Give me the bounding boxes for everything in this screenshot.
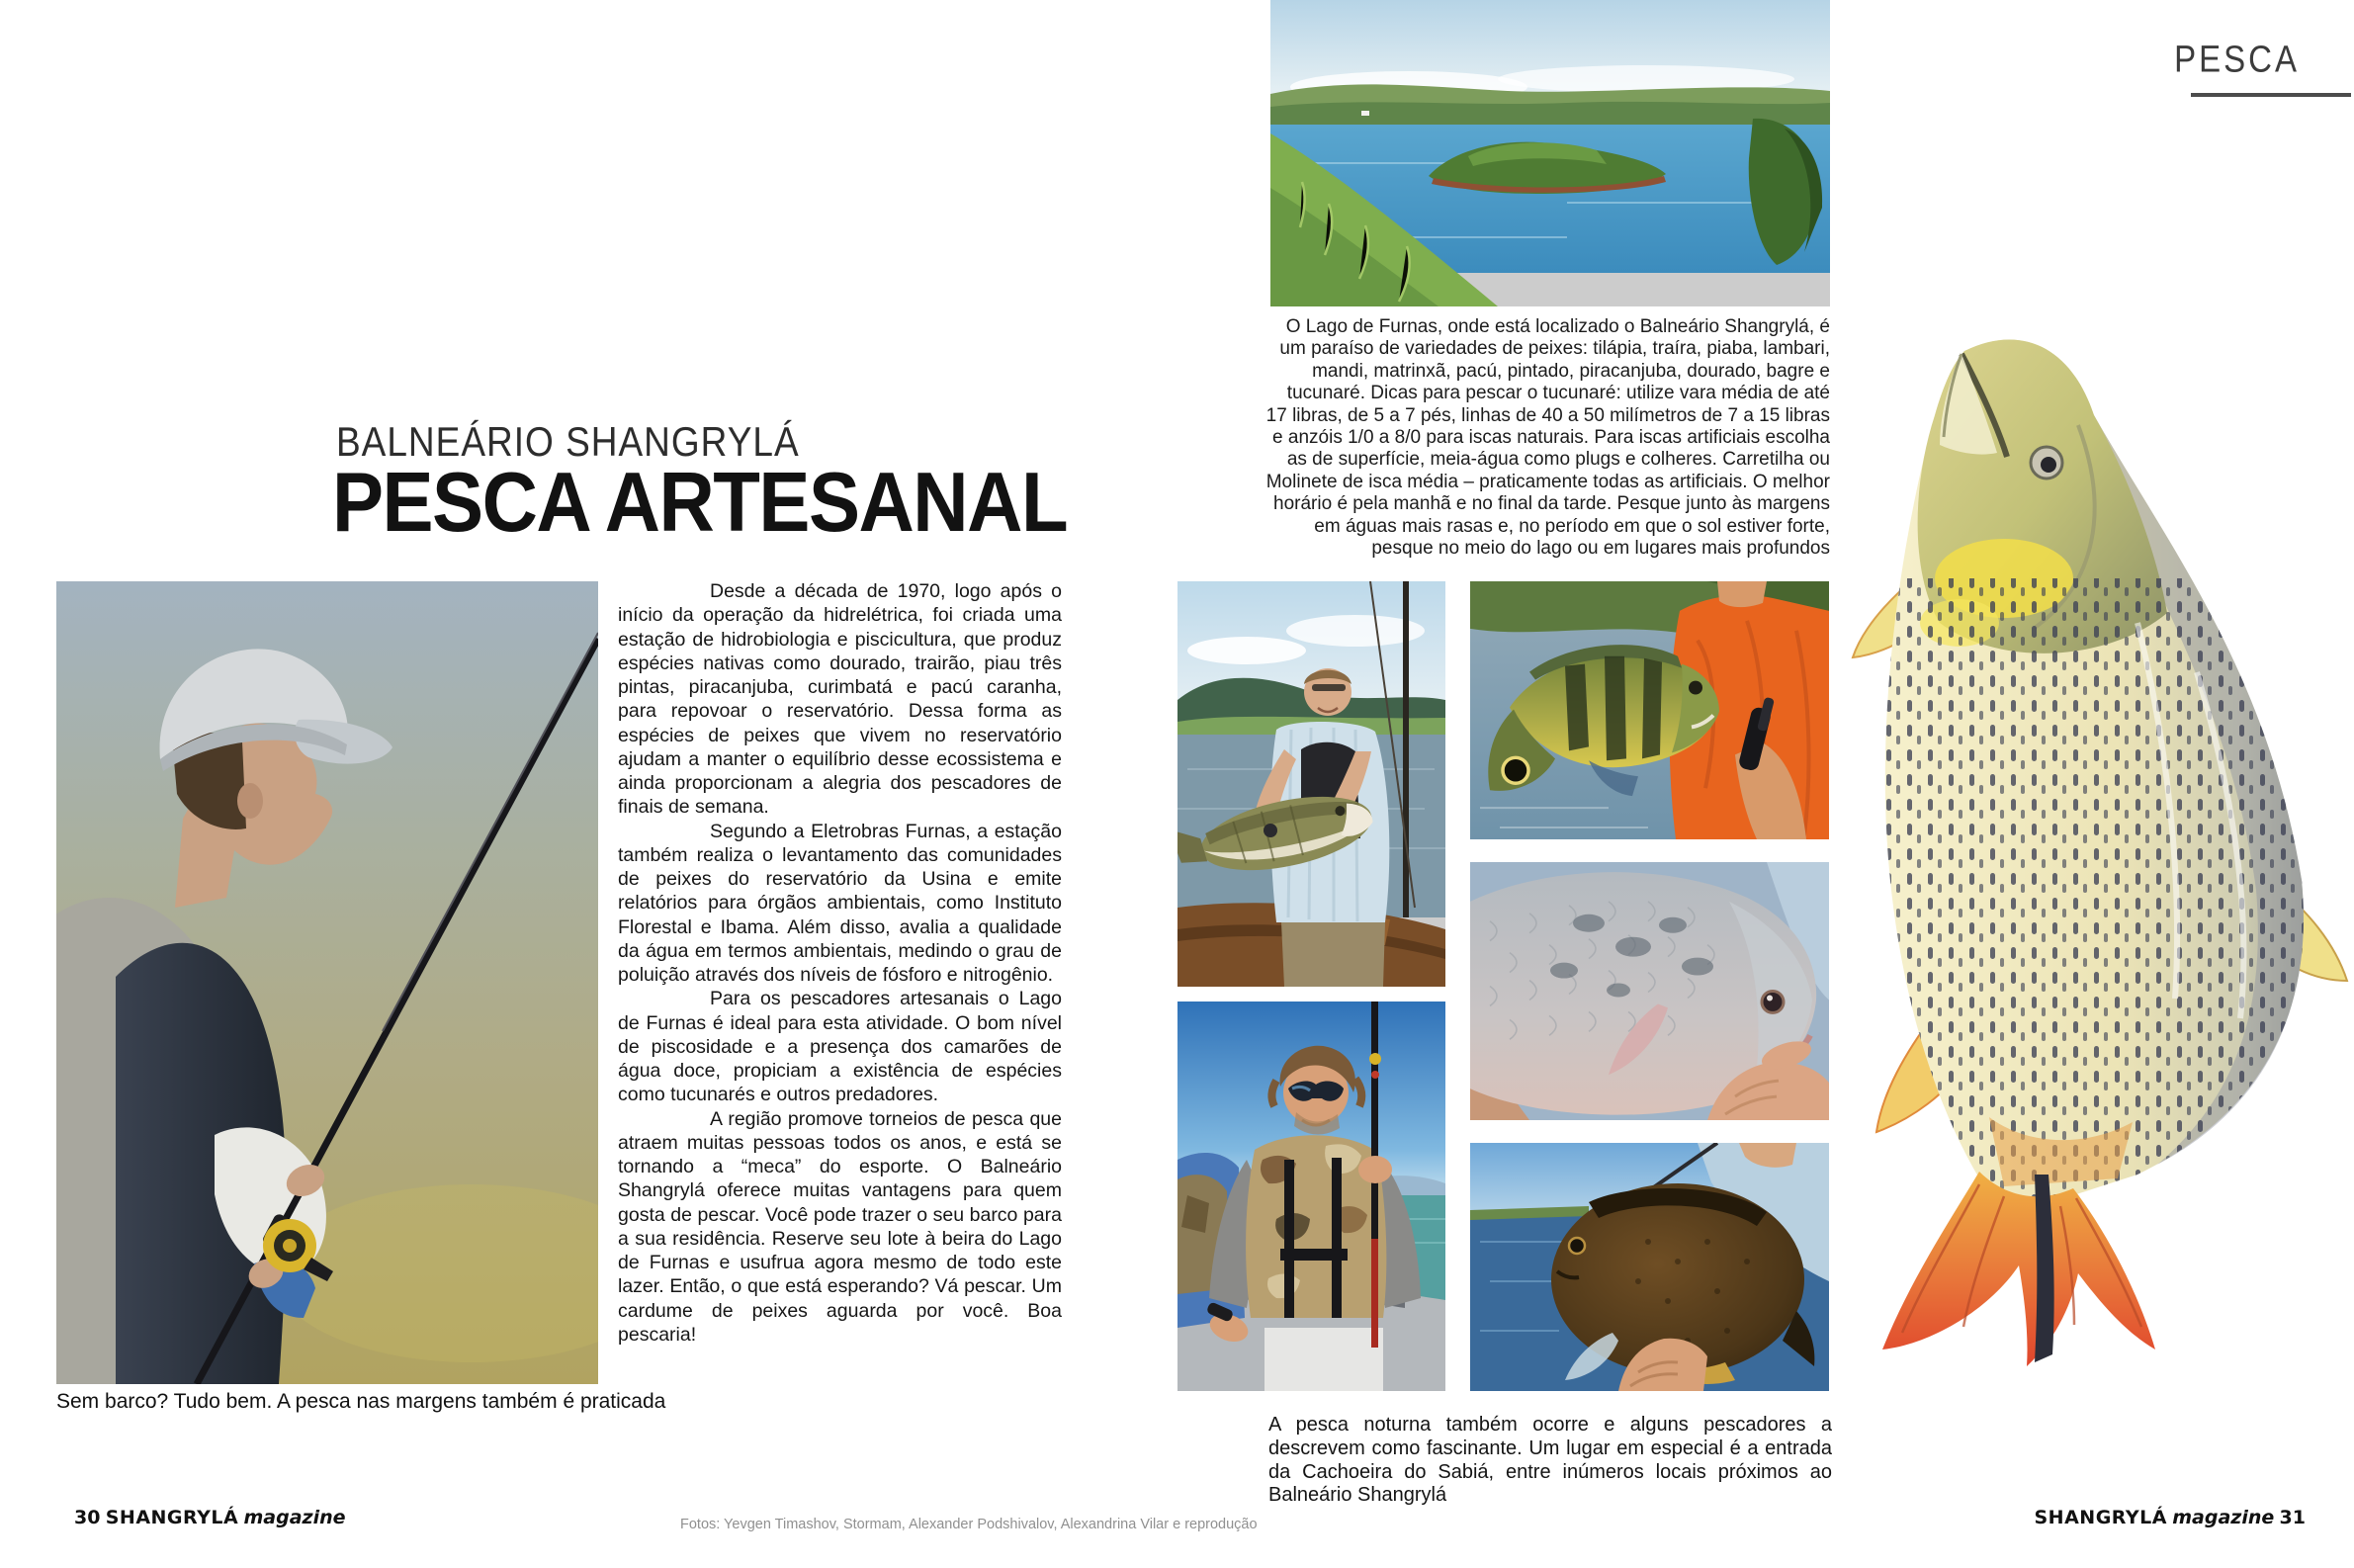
woman-angler-illustration <box>1177 581 1445 987</box>
magazine-word: magazine <box>2172 1507 2275 1528</box>
section-header: PESCA <box>2174 38 2300 80</box>
left-page-footer <box>74 1507 346 1529</box>
magazine-brand: SHANGRYLÁ <box>2034 1507 2167 1528</box>
page-number: 31 <box>2279 1507 2306 1528</box>
article-title: PESCA ARTESANAL <box>332 454 1068 550</box>
body-paragraph: Para os pescadores artesanais o Lago de Furnas é ideal para esta atividade. O bom nível de piscosidade e a presença dos camarões de água doce, propiciam a existência de espécies como tucunarés e outros predadores. <box>618 988 1062 1106</box>
photo-credits: Fotos: Yevgen Timashov, Stormam, Alexander Podshivalov, Alexandrina Vilar e reprodução <box>680 1517 1258 1532</box>
tucunare-illustration <box>1470 581 1829 839</box>
body-paragraph: Desde a década de 1970, logo após o início da operação da hidrelétrica, foi criada uma estação de hidrobiologia e piscicultura, que produz espécies nativas como dourado, trairão, piau três pintas, piracanjuba, curimbatá e pacú caranha, para repovoar o reservatório. Dessa forma as espécies de peixes que vivem no reservatório ajudam a manter o equilíbrio desse ecossistema e ainda proporcionam a alegria dos pescadores de finais de semana. <box>618 580 1062 819</box>
left-photo-caption: Sem barco? Tudo bem. A pesca nas margens também é praticada <box>56 1390 666 1413</box>
section-header-rule <box>2191 93 2351 97</box>
photo-fisherman-shore <box>56 581 598 1384</box>
photo-pacu-catch <box>1470 1143 1829 1391</box>
intro-paragraph: O Lago de Furnas, onde está localizado o Balneário Shangrylá, é um paraíso de variedades de peixes: tilápia, traíra, piaba, lambari, mandi, matrinxã, pacú, pintado, piracanjuba, dourado, bagre e tucunaré. Dicas para pescar o tucunaré: utilize vara média de até 17 libras, de 5 a 7 pés, linhas de 40 a 50 milímetros de 7 a 15 libras e anzóis 1/0 a 8/0 para iscas naturais. Para iscas artificiais escolha as de superfície, meia-água como plugs e colheres. Carretilha ou Molinete de isca média – praticamente todas as artificiais. O melhor horário é pela manhã e no final da tarde. Pesque junto às margens em águas mais rasas e, no período em que o sol estiver forte, pesque no meio do lago ou em lugares mais profundos <box>1265 316 1830 560</box>
article-body <box>618 579 1062 1347</box>
page-number: 30 <box>74 1507 101 1528</box>
photo-tilapia-closeup <box>1470 862 1829 1120</box>
photo-angler-peacock-bass <box>1177 581 1445 987</box>
illustration-dourado-fish <box>1841 326 2354 1404</box>
right-photo-caption: A pesca noturna também ocorre e alguns pescadores a descrevem como fascinante. Um lugar em especial é a entrada da Cachoeira do Sabiá, entre inúmeros locais próximos ao Balneário Shangrylá <box>1268 1414 1832 1507</box>
body-paragraph: Segundo a Eletrobras Furnas, a estação também realiza o levantamento das comunidades de peixes do reservatório da Usina e emite relatórios para órgãos ambientais, como Instituto Florestal e Ibama. Além disso, avalia a qualidade da água em termos ambientais, medindo o grau de poluição através dos níveis de fósforo e nitrogênio. <box>618 820 1062 986</box>
photo-angler-life-vest <box>1177 1002 1445 1391</box>
tilapia-illustration <box>1470 862 1829 1120</box>
fisherman-shore-illustration <box>56 581 598 1384</box>
article-kicker: BALNEÁRIO SHANGRYLÁ <box>336 419 800 465</box>
life-vest-angler-illustration <box>1177 1002 1445 1391</box>
pacu-illustration <box>1470 1143 1829 1391</box>
right-page-footer <box>2035 1507 2307 1529</box>
lake-illustration <box>1270 0 1830 306</box>
dourado-illustration <box>1841 326 2354 1404</box>
photo-angler-orange-shirt-tucunare <box>1470 581 1829 839</box>
magazine-brand: SHANGRYLÁ <box>105 1507 239 1528</box>
magazine-word: magazine <box>243 1507 346 1528</box>
photo-lake-furnas <box>1270 0 1830 306</box>
body-paragraph: A região promove torneios de pesca que atraem muitas pessoas todos os anos, e está se tornando a “meca” do esporte. O Balneário Shangrylá oferece muitas vantagens para quem gosta de pescar. Você pode trazer o seu barco para a sua residência. Reserve seu lote à beira do Lago de Furnas e usufrua agora mesmo de todo este lazer. Então, o que está esperando? Vá pescar. Um cardume de peixes aguarda por você. Boa pescaria! <box>618 1107 1062 1346</box>
